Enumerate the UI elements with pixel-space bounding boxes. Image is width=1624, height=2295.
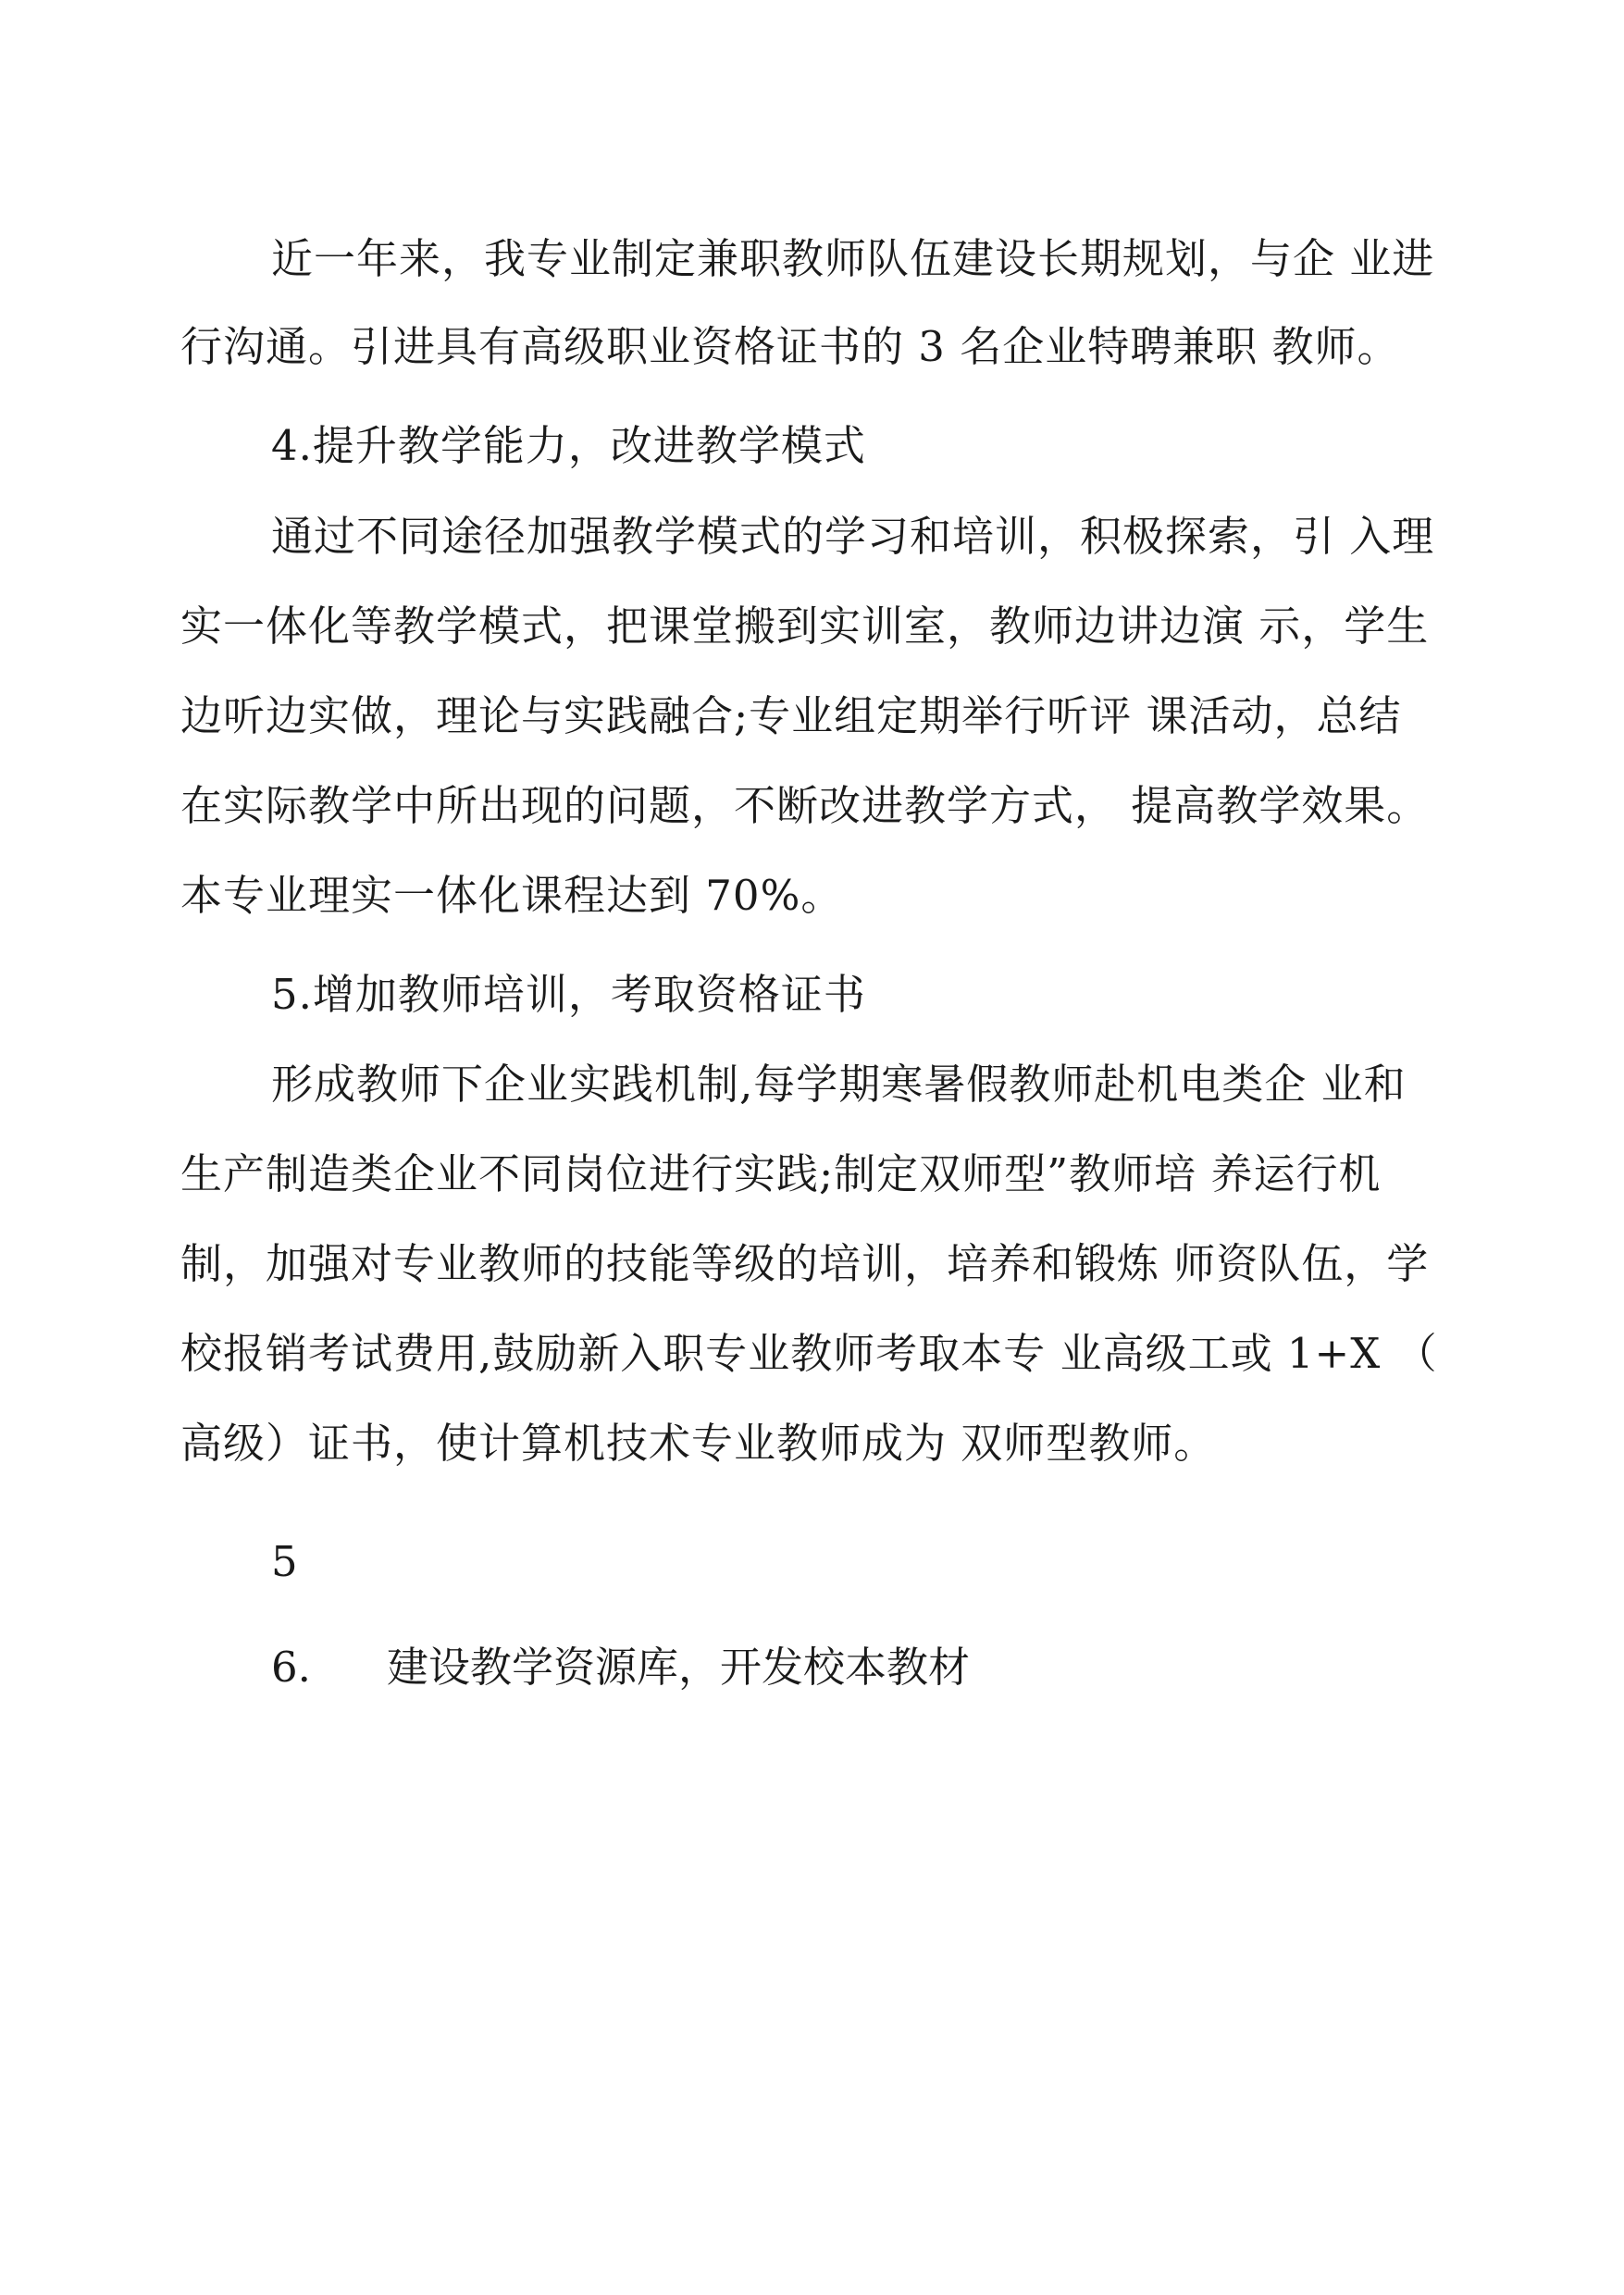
section-heading-6	[271, 1640, 970, 1695]
section-title: 建设教学资源库，开发校本教材	[387, 1643, 971, 1692]
paragraph-line: 边听边实做，理论与实践融合;专业组定期举行听评 课活动，总结	[180, 691, 1402, 740]
paragraph-line: 高级）证书，使计算机技术专业教师成为 双师型教师。	[180, 1419, 1217, 1468]
paragraph-line: 校报销考试费用,鼓励新入职专业教师考取本专 业高级工或 1+X （	[180, 1329, 1438, 1378]
paragraph-line: 形成教师下企业实践机制,每学期寒暑假教师赴机电类企 业和	[271, 1060, 1407, 1109]
paragraph-line: 行沟通。引进具有高级职业资格证书的 3 名企业特聘兼职 教师。	[180, 322, 1400, 371]
paragraph-line: 通过不同途径加强教学模式的学习和培训，积极探索，引 入理	[271, 512, 1435, 561]
paragraph-line: 近一年来，我专业制定兼职教师队伍建设长期规划，与企 业进	[271, 234, 1435, 283]
section-heading-4: 4.提升教学能力，改进教学模式	[271, 421, 866, 470]
paragraph-line: 在实际教学中所出现的问题，不断改进教学方式， 提高教学效果。	[180, 781, 1430, 830]
page-number: 5	[271, 1537, 299, 1586]
paragraph-line: 制，加强对专业教师的技能等级的培训，培养和锻炼 师资队伍，学	[180, 1239, 1430, 1288]
section-number: 6.	[271, 1643, 311, 1692]
section-heading-5: 5.增加教师培训，考取资格证书	[271, 970, 866, 1019]
paragraph-line: 本专业理实一体化课程达到 70%。	[180, 871, 844, 920]
paragraph-line: 实一体化等教学模式，把课堂搬到实训室，教师边讲边演 示，学生	[180, 602, 1430, 651]
paragraph-line: 生产制造类企业不同岗位进行实践;制定双师型”教师培 养运行机	[180, 1149, 1382, 1198]
